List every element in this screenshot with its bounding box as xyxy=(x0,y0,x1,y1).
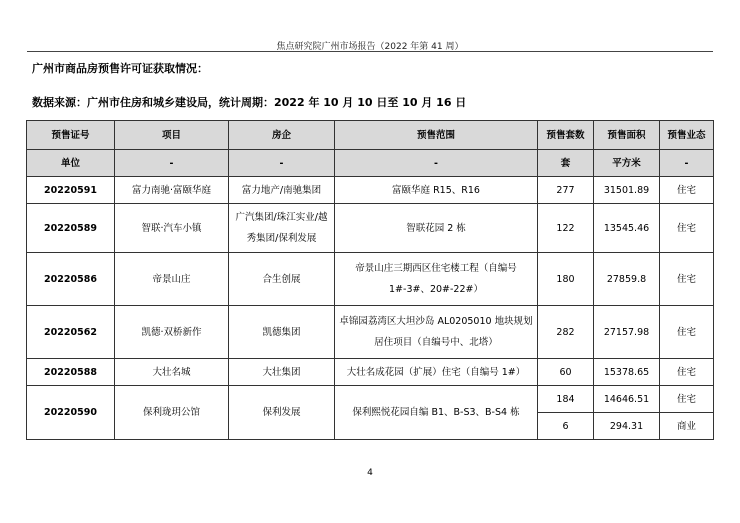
unit-row xyxy=(27,150,714,177)
developer: 大壮集团 xyxy=(229,359,335,386)
report-header: 焦点研究院广州市场报告（2022 年第 41 周） xyxy=(276,42,464,52)
permit-id: 20220586 xyxy=(27,253,115,306)
permit-id: 20220591 xyxy=(27,177,115,204)
table-row xyxy=(27,359,714,386)
presale-units: 60 xyxy=(538,359,594,386)
presale-area: 31501.89 xyxy=(594,177,660,204)
table-row xyxy=(27,306,714,359)
table-row xyxy=(27,386,714,413)
header-cell: 预售套数 xyxy=(538,121,594,150)
presale-type: 住宅 xyxy=(660,386,714,413)
header-cell: 房企 xyxy=(229,121,335,150)
presale-scope: 保利熙悦花园自编 B1、B-S3、B-S4 栋 xyxy=(335,386,538,440)
presale-units: 180 xyxy=(538,253,594,306)
permit-id: 20220562 xyxy=(27,306,115,359)
presale-units: 277 xyxy=(538,177,594,204)
unit-cell: 单位 xyxy=(27,150,115,177)
project-name: 保利珑玥公馆 xyxy=(115,386,229,440)
project-name: 智联·汽车小镇 xyxy=(115,204,229,253)
presale-scope: 大壮名成花园（扩展）住宅（自编号 1#） xyxy=(335,359,538,386)
unit-cell: - xyxy=(660,150,714,177)
presale-area: 27157.98 xyxy=(594,306,660,359)
unit-cell: - xyxy=(335,150,538,177)
header-cell: 项目 xyxy=(115,121,229,150)
presale-type: 商业 xyxy=(660,413,714,440)
presale-units: 6 xyxy=(538,413,594,440)
presale-type: 住宅 xyxy=(660,204,714,253)
presale-area: 27859.8 xyxy=(594,253,660,306)
presale-type: 住宅 xyxy=(660,359,714,386)
permit-id: 20220589 xyxy=(27,204,115,253)
presale-area: 13545.46 xyxy=(594,204,660,253)
developer: 凯德集团 xyxy=(229,306,335,359)
developer: 广汽集团/珠江实业/越秀集团/保利发展 xyxy=(229,204,335,253)
unit-cell: - xyxy=(229,150,335,177)
presale-scope: 智联花园 2 栋 xyxy=(335,204,538,253)
table-row xyxy=(27,177,714,204)
presale-area: 294.31 xyxy=(594,413,660,440)
presale-area: 14646.51 xyxy=(594,386,660,413)
presale-type: 住宅 xyxy=(660,306,714,359)
header-cell: 预售证号 xyxy=(27,121,115,150)
header-divider xyxy=(27,51,713,52)
project-name: 帝景山庄 xyxy=(115,253,229,306)
project-name: 大壮名城 xyxy=(115,359,229,386)
header-cell: 预售面积 xyxy=(594,121,660,150)
header-cell: 预售范围 xyxy=(335,121,538,150)
table-row xyxy=(27,204,714,253)
presale-units: 184 xyxy=(538,386,594,413)
presale-scope: 帝景山庄三期西区住宅楼工程（自编号 1#-3#、20#-22#） xyxy=(335,253,538,306)
presale-scope: 富颐华庭 R15、R16 xyxy=(335,177,538,204)
project-name: 凯德·双桥新作 xyxy=(115,306,229,359)
permit-id: 20220588 xyxy=(27,359,115,386)
header-cell: 预售业态 xyxy=(660,121,714,150)
unit-cell: 平方米 xyxy=(594,150,660,177)
unit-cell: - xyxy=(115,150,229,177)
developer: 合生创展 xyxy=(229,253,335,306)
page-number: 4 xyxy=(367,468,373,478)
developer: 富力地产/南驰集团 xyxy=(229,177,335,204)
unit-cell: 套 xyxy=(538,150,594,177)
presale-permit-table xyxy=(26,120,714,440)
presale-scope: 卓锦园荔湾区大坦沙岛 AL0205010 地块规划居住项目（自编号中、北塔） xyxy=(335,306,538,359)
permit-id: 20220590 xyxy=(27,386,115,440)
developer: 保利发展 xyxy=(229,386,335,440)
presale-area: 15378.65 xyxy=(594,359,660,386)
presale-units: 122 xyxy=(538,204,594,253)
table-row xyxy=(27,253,714,306)
section-title: 广州市商品房预售许可证获取情况： xyxy=(32,62,208,75)
table-header-row xyxy=(27,121,714,150)
presale-type: 住宅 xyxy=(660,177,714,204)
presale-units: 282 xyxy=(538,306,594,359)
project-name: 富力南驰·富颐华庭 xyxy=(115,177,229,204)
data-source: 数据来源：广州市住房和城乡建设局，统计周期：2022 年 10 月 10 日至 10 月 16 日 xyxy=(32,96,467,109)
presale-type: 住宅 xyxy=(660,253,714,306)
